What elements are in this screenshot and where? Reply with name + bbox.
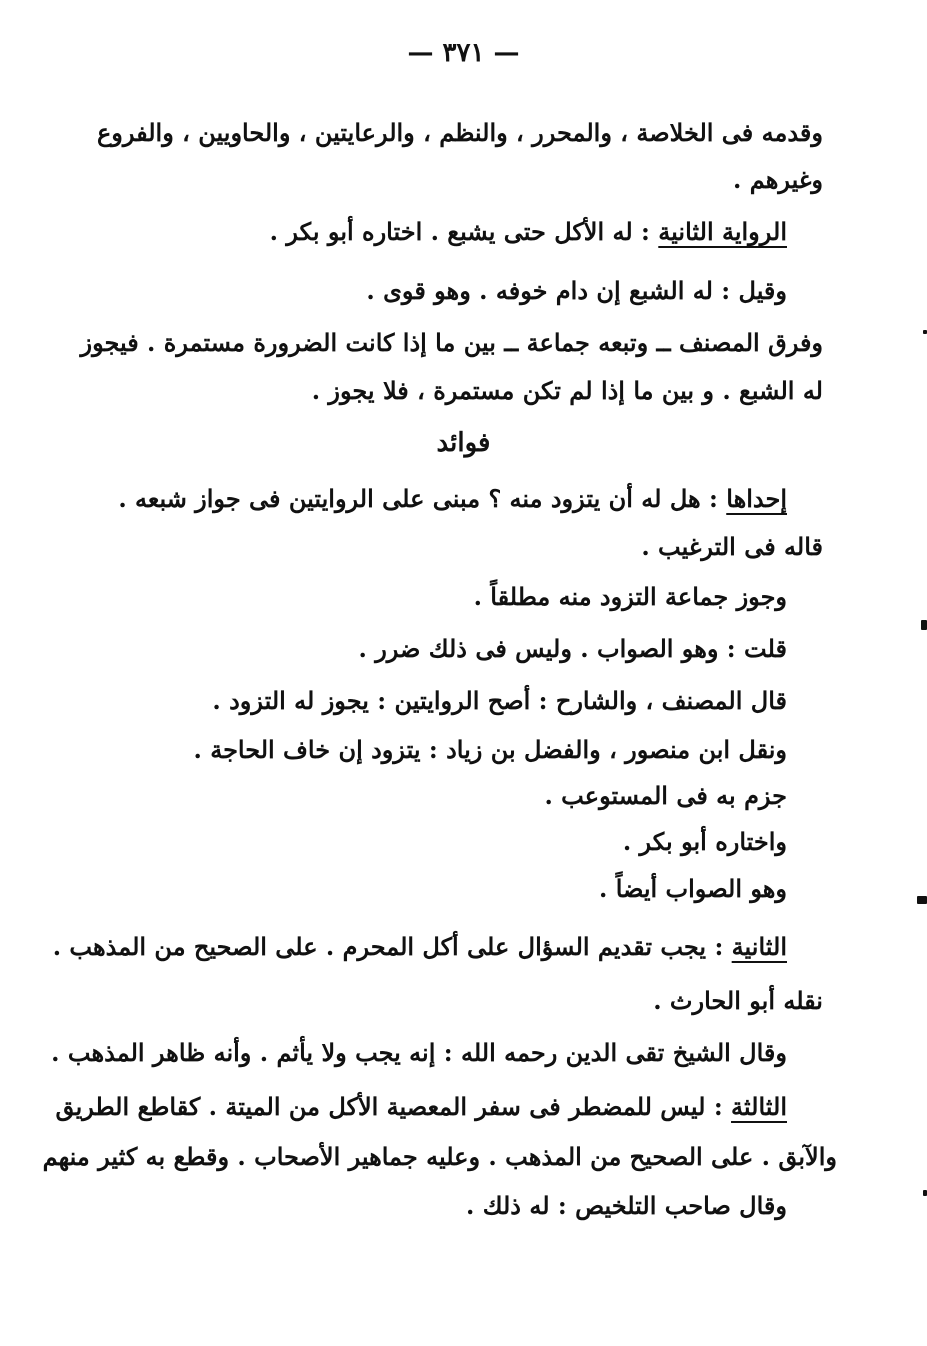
text-line [641,530,823,564]
text-line [599,872,787,906]
text-line [466,1189,787,1223]
text-line [53,930,787,964]
line-text: : ليس للمضطر فى سفر المعصية الأكل من الميتة . كقاطع الطريق [55,1092,723,1121]
line-text: واختاره أبو بكر . [622,827,787,856]
line-text: : يجب تقديم السؤال على أكل المحرم . على الصحيح من المذهب . [52,932,724,961]
text-line [118,482,787,516]
scan-mark [921,620,927,630]
line-text: وقال الشيخ تقى الدين رحمه الله : إنه يجب ولا يأثم . وأنه ظاهر المذهب . [51,1038,787,1067]
text-line [653,984,823,1018]
scan-mark [923,330,927,334]
text-line [51,1036,787,1070]
text-line [366,274,787,308]
text-line [212,684,787,718]
line-text: وقيل : له الشبع إن دام خوفه . وهو قوى . [366,276,787,305]
section-label: إحداها [726,484,787,513]
text-line [312,374,823,408]
scan-mark [923,1190,927,1196]
line-text: وقال صاحب التلخيص : له ذلك . [466,1191,787,1220]
text-line [56,1090,787,1124]
section-label: الثانية [731,932,787,961]
line-text: قال المصنف ، والشارح : أصح الروايتين : يجوز له التزود . [212,686,787,715]
text-line [42,1140,837,1174]
section-label: الثالثة [731,1092,787,1121]
line-text: وغيرهم . [733,165,823,194]
section-label: الرواية الثانية [658,217,787,246]
line-text: : له الأكل حتى يشبع . اختاره أبو بكر . [269,217,650,246]
page-number: — ٣٧١ — [407,38,520,68]
line-text: وقدمه فى الخلاصة ، والمحرر ، والنظم ، والرعايتين ، والحاويين ، والفروع [96,118,823,147]
line-text: نقله أبو الحارث . [653,986,823,1015]
line-text: والآبق . على الصحيح من المذهب . وعليه جماهير الأصحاب . وقطع به كثير منهم [42,1142,837,1171]
text-line [733,163,823,197]
line-text: له الشبع . و بين ما إذا لم تكن مستمرة ، فلا يجوز . [311,376,823,405]
text-line [270,215,787,249]
line-text: وفرق المصنف ــ وتبعه جماعة ــ بين ما إذا كانت الضرورة مستمرة . فيجوز [80,328,823,357]
text-line [623,825,787,859]
line-text: جزم به فى المستوعب . [544,781,787,810]
text-line [80,326,823,360]
line-text: ونقل ابن منصور ، والفضل بن زياد : يتزود إن خاف الحاجة . [193,735,787,764]
text-line [474,580,787,614]
line-text: قلت : وهو الصواب . وليس فى ذلك ضرر . [358,634,787,663]
scan-mark [917,896,927,904]
line-text: قاله فى الترغيب . [641,532,823,561]
text-line [96,116,823,150]
line-text: وهو الصواب أيضاً . [599,874,787,903]
line-text: : هل له أن يتزود منه ؟ مبنى على الروايتين فى جواز شبعه . [118,484,718,513]
text-line [358,632,787,666]
text-line [544,779,787,813]
line-text: وجوز جماعة التزود منه مطلقاً . [473,582,787,611]
section-heading: فوائد [436,428,491,458]
text-line [194,733,788,767]
